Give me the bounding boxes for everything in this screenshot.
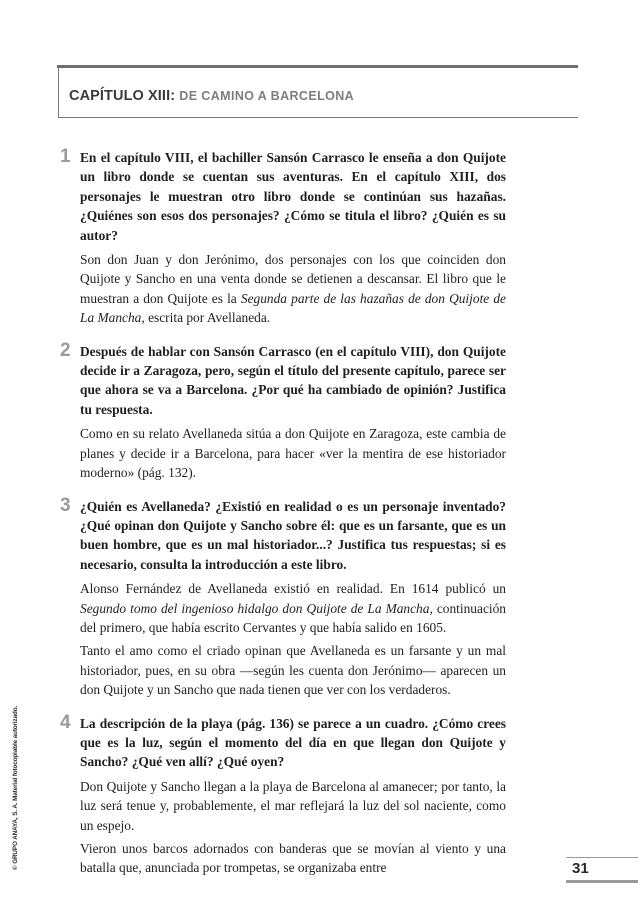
page-number-rule [566,857,638,858]
question-item [60,494,506,700]
question-number: 3 [60,494,71,516]
questions-list [60,148,506,892]
page-number-rule [566,880,638,883]
answer-text: Son don Juan y don Jerónimo, dos personajes con los que coinciden don Quijote y Sancho en una venta donde se detienen a descansar. El libro que le muestran a don Quijote es la Segunda parte de las hazañas de don Quijote de La Mancha, escrita por Avellaneda. [80,252,507,326]
chapter-title [69,87,354,105]
question-number: 2 [60,339,71,361]
book-title: Segunda parte de las hazañas de don Quijote de La Mancha, [80,290,507,326]
answer-text: Como en su relato Avellaneda sitúa a don Quijote en Zaragoza, este cambia de planes y decide ir a Barcelona, para hacer «ver la mentira de ese historiador moderno» (pág. 132). [80,426,506,481]
book-title: Segundo tomo del ingenioso hidalgo don Quijote de La Mancha, [80,600,433,616]
question-number: 4 [60,711,71,733]
copyright-text: © GRUPO ANAYA, S. A. Material fotocopiable autorizado. [12,705,19,870]
answer-text: Alonso Fernández de Avellaneda existió en realidad. En 1614 publicó un Segundo tomo del ingenioso hidalgo don Quijote de La Mancha, continuación del primero, que había escrito Cervantes y que había salido en 1605. [80,581,506,635]
answer-text: Don Quijote y Sancho llegan a la playa de Barcelona al amanecer; por tanto, la luz será tenue y, probablemente, el mar reflejará la luz del sol naciente, como un espejo. [80,778,506,833]
chapter-subtitle: DE CAMINO A BARCELONA [179,89,355,103]
answer-text: Vieron unos barcos adornados con banderas que se movían al viento y una batalla que, anunciada por trompetas, se organizaba entre [80,841,506,876]
copyright-note [4,705,20,870]
question-text: ¿Quién es Avellaneda? ¿Existió en realidad o es un personaje inventado? ¿Qué opinan don Quijote y Sancho sobre él: que es un farsante, que es un buen hombre, que es un mal historiador...? Justifica tus respuestas; si es necesario, consulta la introducción a este libro. [80,498,506,572]
page-number: 31 [572,860,589,877]
answer-text: Tanto el amo como el criado opinan que Avellaneda es un farsante y un mal historiador, pues, en su obra —según les cuenta don Jerónimo— aparecen un don Quijote y un Sancho que nada tienen que ver con los verdaderos. [80,643,506,698]
question-item [60,711,506,878]
question-text: La descripción de la playa (pág. 136) se parece a un cuadro. ¿Cómo crees que es la luz, según el momento del día en que llegan don Quijote y Sancho? ¿Qué ven allí? ¿Qué oyen? [80,715,506,770]
question-item [60,148,506,328]
question-number: 1 [60,146,71,167]
question-text: En el capítulo VIII, el bachiller Sansón Carrasco le enseña a don Quijote un libro donde se cuentan sus aventuras. En el capítulo XIII, dos personajes le muestran otro libro donde se continúan sus hazañas. ¿Quiénes son esos dos personajes? ¿Cómo se titula el libro? ¿Quién es su autor? [80,150,506,243]
chapter-header [58,66,578,118]
question-text: Después de hablar con Sansón Carrasco (en el capítulo VIII), don Quijote decide ir a Zaragoza, pero, según el título del presente capítulo, parece ser que ahora se va a Barcelona. ¿Por qué ha cambiado de opinión? Justifica tu respuesta. [80,343,506,417]
question-item [60,339,506,483]
chapter-label: CAPÍTULO XIII: [69,88,176,104]
